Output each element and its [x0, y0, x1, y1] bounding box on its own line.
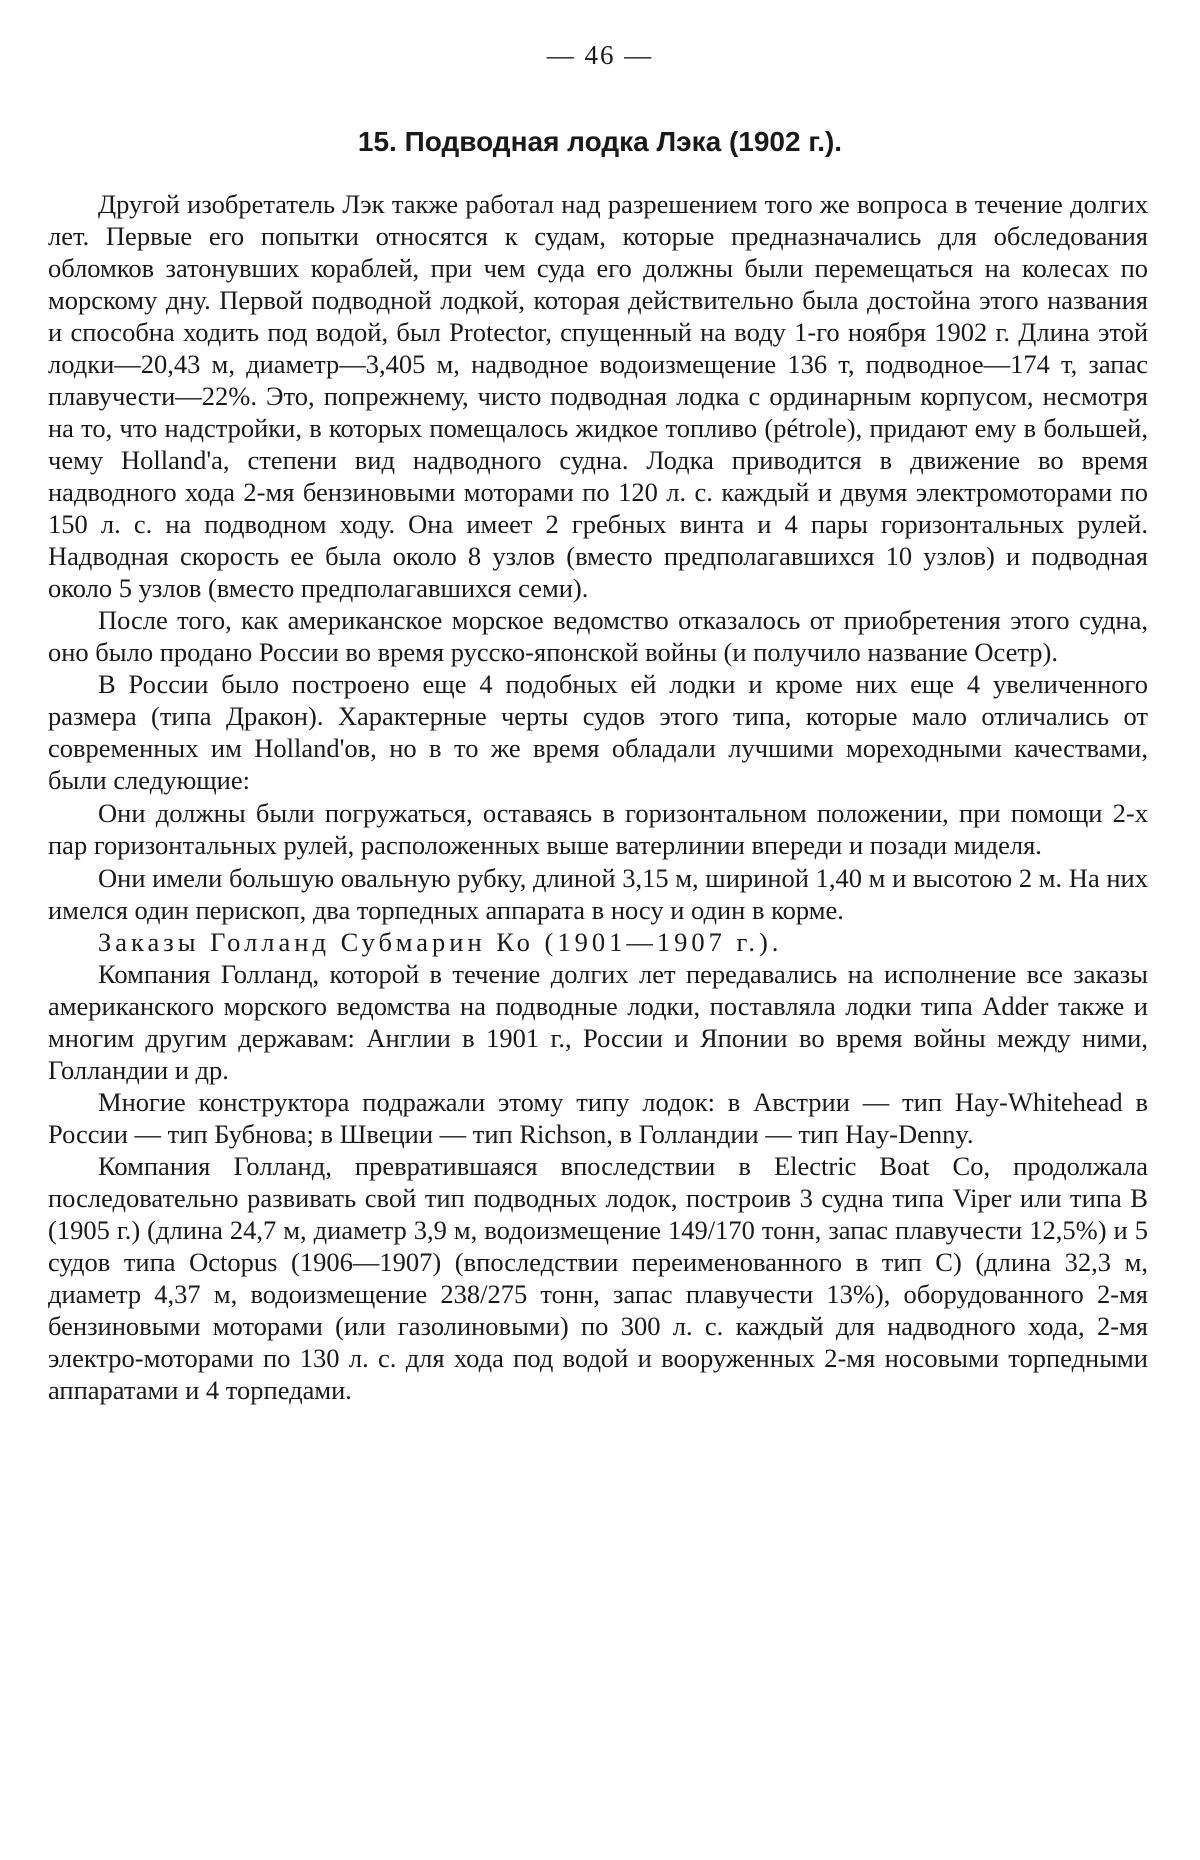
paragraph-imitators: Многие конструктора подражали этому типу лодок: в Австрии — тип Hay-Whitehead в России — тип Бубнова; в Швеции — тип Richson, в Голландии — тип Hay-Denny.	[48, 1087, 1148, 1149]
section-heading: 15. Подводная лодка Лэка (1902 г.).	[357, 126, 843, 157]
paragraph-feature-conning-tower: Они имели большую овальную рубку, длиной 3,15 м, шириной 1,40 м и высотою 2 м. На них имелся один перископ, два торпедных аппарата в носу и один в корме.	[48, 863, 1148, 925]
paragraph-lake-protector: Другой изобретатель Лэк также работал над разрешением того же вопроса в течение долгих лет. Первые его попытки относятся к судам, которые предназначались для обследования обломков затонувших кораблей, при чем суда его должны были перемещаться на колесах по морскому дну. Первой подводной лодкой, которая действительно была достойна этого названия и способна ходить под водой, был Protector, спущенный на воду 1-го ноября 1902 г. Длина этой лодки—20,43 м, диаметр—3,405 м, надводное водоизмещение 136 т, подводное—174 т, запас плавучести—22%. Это, попрежнему, чисто подводная лодка с ординарным корпусом, несмотря на то, что надстройки, в которых помещалось жидкое топливо (pétrole), придают ему в большей, чему Holland'а, степени вид надводного судна. Лодка приводится в движение во время надводного хода 2-мя бензиновыми моторами по 120 л. с. каждый и двумя электромоторами по 150 л. с. на подводном ходу. Она имеет 2 гребных винта и 4 пары горизонтальных рулей. Надводная скорость ее была около 8 узлов (вместо предполагавшихся 10 узлов) и подводная около 5 узлов (вместо предполагавшихся семи).	[48, 189, 1148, 603]
paragraph-feature-diving: Они должны были погружаться, оставаясь в горизонтальном положении, при помощи 2-х пар горизонтальных рулей, расположенных выше ватерлинии впереди и позади миделя.	[48, 798, 1148, 860]
paragraph-electric-boat: Компания Голланд, превратившаяся впоследствии в Electric Boat Co, продолжала последовательно развивать свой тип подводных лодок, построив 3 судна типа Viper или типа B (1905 г.) (длина 24,7 м, диаметр 3,9 м, водоизмещение 149/170 тонн, запас плавучести 12,5%) и 5 судов типа Octopus (1906—1907) (впоследствии переименованного в тип C) (длина 32,3 м, диаметр 4,37 м, водоизмещение 238/275 тонн, запас плавучести 13%), оборудованного 2-мя бензиновыми моторами (или газолиновыми) по 300 л. с. каждый для надводного хода, 2-мя электро-моторами по 130 л. с. для хода под водой и вооруженных 2-мя носовыми торпедными аппаратами и 4 торпедами.	[48, 1151, 1148, 1405]
paragraph-russian-boats: В России было построено еще 4 подобных ей лодки и кроме них еще 4 увеличенного размера (типа Дракон). Характерные черты судов этого типа, которые мало отличались от современных им Holland'ов, но в то же время обладали лучшими мореходными качествами, были следующие:	[48, 669, 1148, 795]
subheading-holland-orders: Заказы Голланд Субмарин Ко (1901—1907 г.).	[98, 927, 783, 957]
page-number: — 46 —	[546, 40, 654, 70]
paragraph-sale-to-russia: После того, как американское морское ведомство отказалось от приобретения этого судна, оно было продано России во время русско-японской войны (и получило название Осетр).	[48, 605, 1148, 667]
paragraph-holland-company: Компания Голланд, которой в течение долгих лет передавались на исполнение все заказы американского морского ведомства на подводные лодки, поставляла лодки типа Adder также и многим другим державам: Англии в 1901 г., России и Японии во время войны между ними, Голландии и др.	[48, 959, 1148, 1085]
body-text	[48, 188, 1148, 1406]
